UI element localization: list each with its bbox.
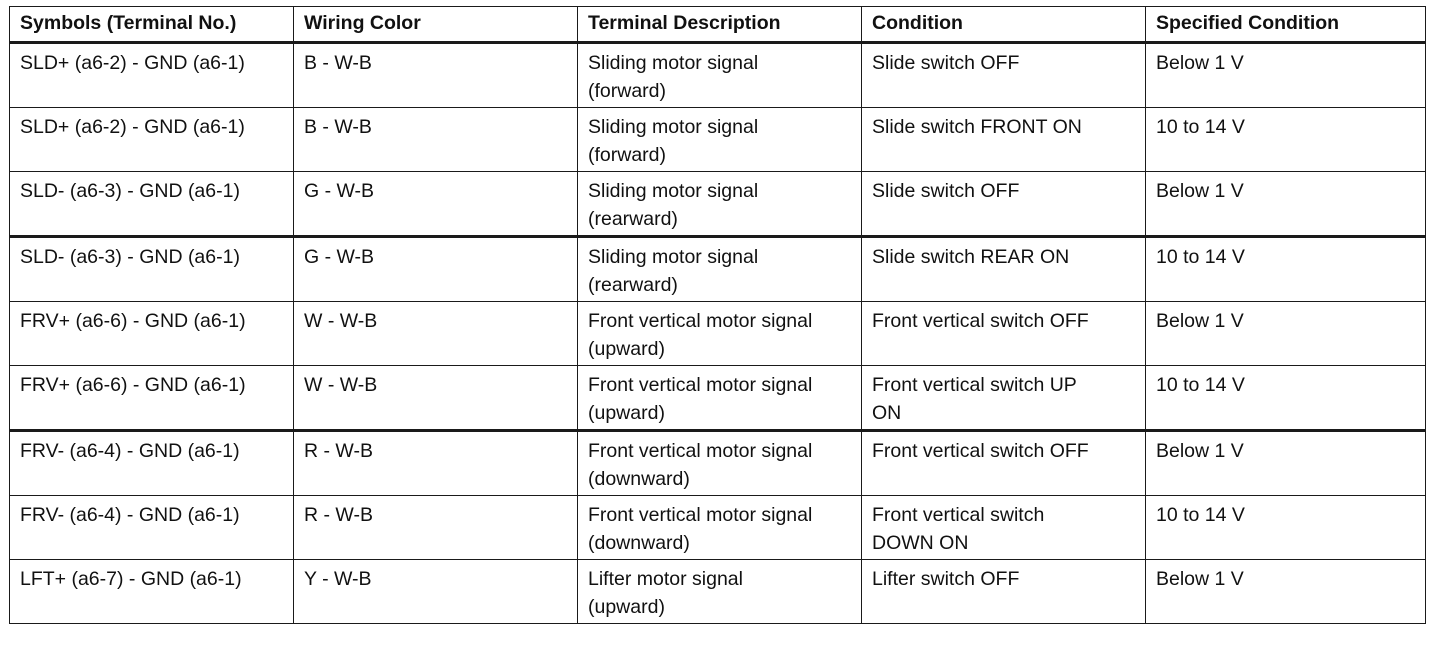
- description-line: (upward): [588, 596, 665, 618]
- cell-specified-condition: Below 1 V: [1146, 43, 1426, 108]
- cell-specified-condition: 10 to 14 V: [1146, 366, 1426, 431]
- cell-condition: [862, 496, 1146, 560]
- cell-condition: [862, 237, 1146, 302]
- cell-terminal-description: [578, 560, 862, 624]
- table-row: [10, 237, 1426, 302]
- description-line: Sliding motor signal: [588, 52, 759, 74]
- cell-condition: [862, 366, 1146, 431]
- header-condition: Condition: [862, 7, 1146, 43]
- cell-specified-condition: Below 1 V: [1146, 560, 1426, 624]
- description-line: (forward): [588, 144, 667, 166]
- cell-wiring-color: B - W-B: [294, 108, 578, 172]
- cell-symbols: FRV+ (a6-6) - GND (a6-1): [10, 366, 294, 431]
- cell-terminal-description: [578, 237, 862, 302]
- cell-symbols: FRV+ (a6-6) - GND (a6-1): [10, 302, 294, 366]
- cell-specified-condition: Below 1 V: [1146, 302, 1426, 366]
- condition-line: Front vertical switch: [872, 504, 1045, 526]
- description-line: (rearward): [588, 208, 678, 230]
- condition-line: Slide switch OFF: [872, 180, 1020, 202]
- cell-wiring-color: G - W-B: [294, 172, 578, 237]
- table-row: [10, 172, 1426, 237]
- condition-line: [872, 205, 1135, 233]
- cell-wiring-color: Y - W-B: [294, 560, 578, 624]
- description-line: (upward): [588, 402, 665, 424]
- description-line: (rearward): [588, 274, 678, 296]
- description-line: Front vertical motor signal: [588, 374, 813, 396]
- cell-wiring-color: B - W-B: [294, 43, 578, 108]
- cell-terminal-description: [578, 172, 862, 237]
- condition-line: [872, 593, 1135, 621]
- header-wiring-color: Wiring Color: [294, 7, 578, 43]
- cell-wiring-color: W - W-B: [294, 366, 578, 431]
- cell-specified-condition: 10 to 14 V: [1146, 237, 1426, 302]
- cell-terminal-description: [578, 108, 862, 172]
- condition-line: [872, 465, 1135, 493]
- cell-specified-condition: Below 1 V: [1146, 172, 1426, 237]
- cell-wiring-color: R - W-B: [294, 431, 578, 496]
- condition-line: [872, 77, 1135, 105]
- cell-wiring-color: G - W-B: [294, 237, 578, 302]
- description-line: Front vertical motor signal: [588, 310, 813, 332]
- description-line: Front vertical motor signal: [588, 504, 813, 526]
- table-row: [10, 108, 1426, 172]
- cell-condition: [862, 108, 1146, 172]
- cell-condition: [862, 431, 1146, 496]
- cell-terminal-description: [578, 302, 862, 366]
- cell-symbols: LFT+ (a6-7) - GND (a6-1): [10, 560, 294, 624]
- condition-line: Lifter switch OFF: [872, 568, 1020, 590]
- description-line: (forward): [588, 80, 667, 102]
- header-terminal-description: Terminal Description: [578, 7, 862, 43]
- cell-symbols: SLD- (a6-3) - GND (a6-1): [10, 237, 294, 302]
- header-specified-condition: Specified Condition: [1146, 7, 1426, 43]
- description-line: Sliding motor signal: [588, 180, 759, 202]
- cell-terminal-description: [578, 366, 862, 431]
- condition-line: Front vertical switch OFF: [872, 310, 1089, 332]
- cell-symbols: FRV- (a6-4) - GND (a6-1): [10, 431, 294, 496]
- cell-wiring-color: W - W-B: [294, 302, 578, 366]
- table-header-row: [10, 7, 1426, 43]
- cell-symbols: FRV- (a6-4) - GND (a6-1): [10, 496, 294, 560]
- description-line: Lifter motor signal: [588, 568, 743, 590]
- description-line: Sliding motor signal: [588, 246, 759, 268]
- condition-line: [872, 141, 1135, 169]
- condition-line: Slide switch REAR ON: [872, 246, 1070, 268]
- cell-symbols: SLD+ (a6-2) - GND (a6-1): [10, 108, 294, 172]
- cell-condition: [862, 302, 1146, 366]
- condition-line: Front vertical switch OFF: [872, 440, 1089, 462]
- table-row: [10, 302, 1426, 366]
- cell-terminal-description: [578, 43, 862, 108]
- description-line: (downward): [588, 468, 690, 490]
- condition-line: Front vertical switch UP: [872, 374, 1077, 396]
- table-row: [10, 431, 1426, 496]
- table-row: [10, 366, 1426, 431]
- cell-symbols: SLD+ (a6-2) - GND (a6-1): [10, 43, 294, 108]
- cell-specified-condition: 10 to 14 V: [1146, 108, 1426, 172]
- condition-line: Slide switch OFF: [872, 52, 1020, 74]
- condition-line: Slide switch FRONT ON: [872, 116, 1082, 138]
- description-line: (upward): [588, 338, 665, 360]
- terminal-spec-table: [9, 6, 1426, 624]
- header-symbols: Symbols (Terminal No.): [10, 7, 294, 43]
- cell-terminal-description: [578, 431, 862, 496]
- condition-line: ON: [872, 402, 902, 424]
- cell-condition: [862, 560, 1146, 624]
- description-line: Front vertical motor signal: [588, 440, 813, 462]
- table-row: [10, 43, 1426, 108]
- cell-specified-condition: 10 to 14 V: [1146, 496, 1426, 560]
- condition-line: [872, 335, 1135, 363]
- cell-specified-condition: Below 1 V: [1146, 431, 1426, 496]
- condition-line: DOWN ON: [872, 532, 969, 554]
- condition-line: [872, 271, 1135, 299]
- cell-terminal-description: [578, 496, 862, 560]
- cell-condition: [862, 43, 1146, 108]
- cell-wiring-color: R - W-B: [294, 496, 578, 560]
- table-row: [10, 560, 1426, 624]
- cell-condition: [862, 172, 1146, 237]
- table-row: [10, 496, 1426, 560]
- description-line: (downward): [588, 532, 690, 554]
- description-line: Sliding motor signal: [588, 116, 759, 138]
- cell-symbols: SLD- (a6-3) - GND (a6-1): [10, 172, 294, 237]
